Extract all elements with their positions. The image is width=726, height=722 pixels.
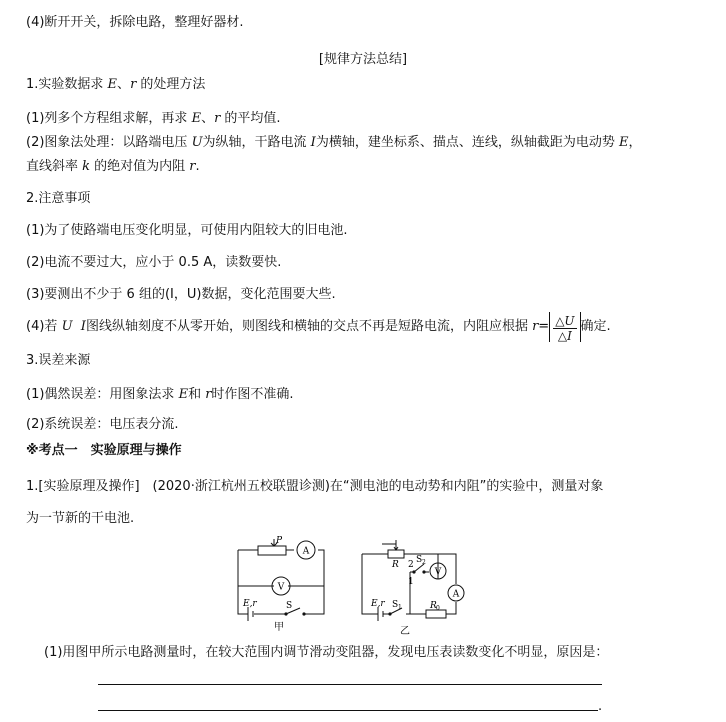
voltmeter-label: V xyxy=(277,582,285,593)
heading-error-sources: 3.误差来源 xyxy=(26,353,91,368)
ammeter-b-label: A xyxy=(452,589,460,600)
caption-a: 甲 xyxy=(274,622,284,633)
s1-label: S xyxy=(392,600,399,610)
wire xyxy=(446,602,456,614)
answer-blank-line-1[interactable] xyxy=(98,684,602,685)
r0-label: R xyxy=(430,601,437,611)
rheostat-r xyxy=(388,550,404,558)
rheostat xyxy=(258,546,286,555)
position-2-label: 2 xyxy=(408,560,414,570)
question-1-sub-1: (1)用图甲所示电路测量时，在较大范围内调节滑动变阻器，发现电压表读数变化不明显，原因是： xyxy=(44,645,609,660)
error-2: (2)系统误差：电压表分流. xyxy=(26,417,179,432)
circuit-diagram-b xyxy=(352,534,472,638)
heading-precautions: 2.注意事项 xyxy=(26,191,91,206)
battery-b xyxy=(378,607,383,621)
question-1-line-2: 为一节新的干电池. xyxy=(26,511,135,526)
precaution-3: (3)要测出不少于 6 组的(I，U)数据，变化范围要大些. xyxy=(26,287,336,302)
slider-label: P xyxy=(276,536,283,546)
ammeter-label: A xyxy=(302,546,310,557)
precaution-1: (1)为了使路端电压变化明显，可使用内阻较大的旧电池. xyxy=(26,223,348,238)
method-2-continued: 直线斜率 k 的绝对值为内阻 r. xyxy=(26,159,200,174)
summary-title: [规律方法总结] xyxy=(318,52,408,67)
error-1: (1)偶然误差：用图象法求 E和 r时作图不准确. xyxy=(26,387,294,402)
delta-u-over-delta-i: $\frac{\triangle U}{\triangle I}$ xyxy=(555,313,575,343)
circuit-diagram-a xyxy=(226,534,336,634)
wire xyxy=(304,550,324,614)
rheostat-label: R xyxy=(392,560,399,570)
s2-label: S xyxy=(416,555,423,565)
answer-blank-line-2[interactable] xyxy=(98,710,598,711)
absolute-value-bars xyxy=(549,312,580,342)
question-1-line-1: 1.[实验原理及操作] (2020·浙江杭州五校联盟诊测)在“测电池的电动势和内阻”的实验中，测量对象 xyxy=(26,479,604,494)
heading-data-processing: 1.实验数据求 E、r 的处理方法 xyxy=(26,77,206,92)
answer-end-period: . xyxy=(598,699,603,714)
switch-label: S xyxy=(286,601,293,611)
r0-subscript: 0 xyxy=(436,605,440,612)
voltmeter-b-label: V xyxy=(434,567,442,578)
slider-b xyxy=(382,540,398,550)
method-2-text: (2)图象法处理：以路端电压 U为纵轴，干路电流 I为横轴，建坐标系、描点、连线，纵轴截距为电动势 E， xyxy=(26,135,642,150)
caption-b: 乙 xyxy=(400,626,410,637)
s2-subscript: 2 xyxy=(422,559,426,566)
battery-label: E,r xyxy=(243,599,257,609)
s1-subscript: 1 xyxy=(398,604,402,611)
key-point-heading: ※考点一 实验原理与操作 xyxy=(26,443,182,458)
precaution-2: (2)电流不要过大，应小于 0.5 A，读数要快. xyxy=(26,255,282,270)
position-1-label: 1 xyxy=(408,577,414,587)
battery-b-label: E,r xyxy=(371,599,385,609)
step-4-text: (4)断开开关，拆除电路，整理好器材. xyxy=(26,15,244,30)
method-1-text: (1)列多个方程组求解，再求 E、r 的平均值. xyxy=(26,111,281,126)
precaution-4: (4)若 U I图线纵轴刻度不从零开始，则图线和横轴的交点不再是短路电流，内阻应根据 r= $\frac{\triangle U}{\triangle I}$ 确定. xyxy=(26,313,611,343)
battery-a xyxy=(248,607,253,621)
